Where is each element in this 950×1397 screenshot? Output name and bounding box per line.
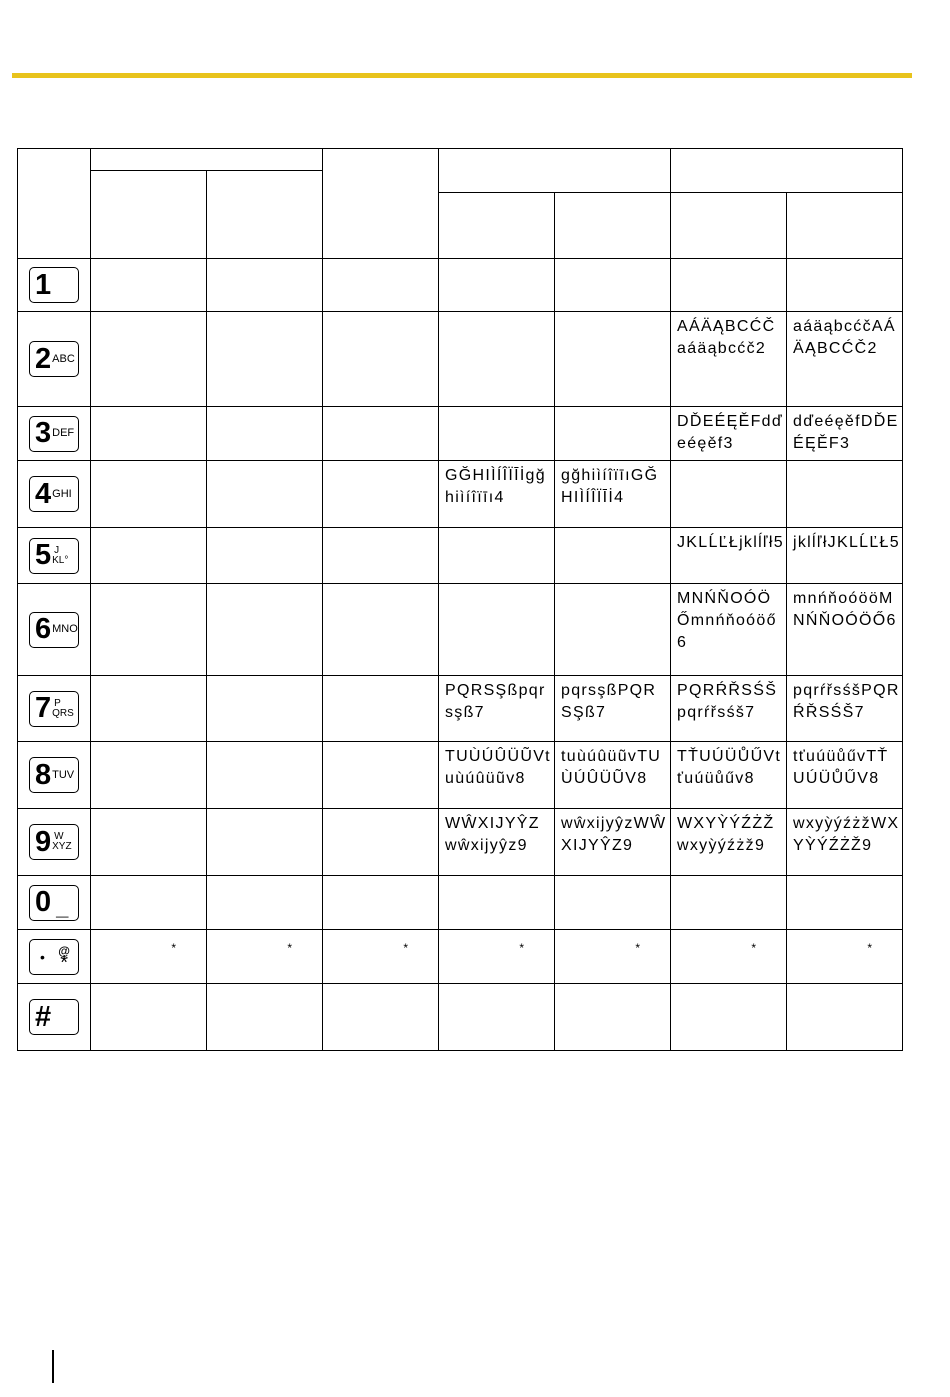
cell-text: [323, 676, 438, 680]
table-cell: [671, 984, 787, 1051]
cell-text: [207, 461, 322, 465]
key-letters: TUV: [52, 768, 75, 781]
table-cell: [207, 876, 323, 930]
table-cell: [439, 984, 555, 1051]
table-cell: [207, 407, 323, 461]
header-column-7: [787, 193, 903, 259]
key-letters: ABC: [52, 352, 75, 365]
table-row: [18, 584, 903, 676]
table-cell: [555, 742, 671, 809]
cell-text: DĎEÉĘĚFdďeéęěf3: [677, 413, 784, 452]
cell-text: aáäąbcćčAÁÄĄBCĆČ2: [793, 318, 896, 357]
table-cell: [787, 930, 903, 984]
key-digit: #: [35, 1000, 52, 1033]
cell-text: [555, 584, 670, 588]
cell-text: *: [635, 941, 640, 955]
cell-text: [439, 259, 554, 263]
table-cell: [671, 259, 787, 312]
cell-text: [439, 407, 554, 411]
table-cell: [555, 584, 671, 676]
key-dot: •: [40, 948, 45, 965]
table-cell: [323, 984, 439, 1051]
table-cell: [91, 312, 207, 407]
cell-text: AÁÄĄBCĆČaáäąbcćč2: [677, 318, 776, 357]
table-cell: [671, 809, 787, 876]
cell-text: [323, 876, 438, 880]
table-cell: [787, 984, 903, 1051]
cell-text: [323, 584, 438, 588]
table-cell: [207, 742, 323, 809]
keypad-key-icon: [29, 939, 79, 975]
key-digit: 0: [35, 886, 52, 918]
table-cell: [91, 528, 207, 584]
cell-text: [91, 407, 206, 411]
cell-text: WŴXIJYŶZwŵxijyŷz9: [445, 815, 540, 854]
key-digit: 5: [35, 539, 52, 571]
key-digit: 1: [35, 268, 52, 301]
cell-text: [323, 742, 438, 746]
table-cell: [787, 876, 903, 930]
table-cell: [555, 984, 671, 1051]
table-cell: [207, 528, 323, 584]
table-cell: [91, 984, 207, 1051]
cell-text: [91, 876, 206, 880]
keypad-key-icon: [29, 538, 79, 574]
cell-text: [91, 584, 206, 588]
cell-text: [323, 528, 438, 532]
keypad-key-icon: [29, 341, 79, 377]
table-cell: [207, 461, 323, 528]
table-cell: [323, 584, 439, 676]
cell-text: [439, 876, 554, 880]
table-row: [18, 676, 903, 742]
cell-text: *: [287, 941, 292, 955]
key-cell: [18, 461, 91, 528]
cell-text: tuùúûüũvTUÙÚÛÜŨV8: [561, 748, 662, 787]
key-digit: 7: [35, 692, 52, 724]
cell-text: *: [867, 941, 872, 955]
keypad-key-icon: [29, 824, 79, 860]
cell-text: [207, 312, 322, 316]
header-column-4: [439, 193, 555, 259]
table-cell: [555, 312, 671, 407]
cell-text: [323, 984, 438, 988]
table-row: [18, 259, 903, 312]
table-cell: [439, 742, 555, 809]
table-cell: [787, 584, 903, 676]
header-key-column: [18, 149, 91, 259]
table-cell: [323, 809, 439, 876]
header-column-5: [555, 193, 671, 259]
cell-text: [555, 259, 670, 263]
table-cell: [323, 461, 439, 528]
table-cell: [671, 528, 787, 584]
cell-text: *: [751, 941, 756, 955]
key-cell: [18, 312, 91, 407]
table-cell: [323, 259, 439, 312]
key-cell: [18, 809, 91, 876]
table-cell: [439, 461, 555, 528]
cell-text: TUÙÚÛÜŨVtuùúûüũv8: [445, 748, 551, 787]
cell-text: [439, 984, 554, 988]
key-digit: 3: [35, 417, 52, 449]
cell-text: [207, 407, 322, 411]
key-digit: 8: [35, 758, 52, 791]
header-group-2: [439, 149, 671, 193]
table-cell: [207, 930, 323, 984]
key-letters: MNO: [52, 623, 78, 635]
header-group-1: [91, 149, 323, 171]
table-cell: [439, 259, 555, 312]
table-cell: [207, 984, 323, 1051]
key-at: @: [58, 943, 70, 958]
key-digit: 6: [35, 613, 52, 645]
table-row: [18, 528, 903, 584]
cell-text: [91, 312, 206, 316]
cell-text: WXYỲÝŹŻŽwxyỳýźżž9: [677, 815, 775, 854]
table-cell: [555, 876, 671, 930]
header-group-3: [671, 149, 903, 193]
cell-text: PQRSŞßpqrsşß7: [445, 682, 546, 721]
cell-text: [671, 876, 786, 880]
cell-text: [207, 809, 322, 813]
key-cell: [18, 584, 91, 676]
key-letters-bottom: KL°: [52, 554, 69, 566]
cell-text: [323, 461, 438, 465]
table-cell: [91, 930, 207, 984]
table-cell: [671, 584, 787, 676]
table-cell: [323, 312, 439, 407]
key-cell: [18, 742, 91, 809]
key-letters: DEF: [52, 427, 75, 439]
cell-text: *: [171, 941, 176, 955]
cell-text: [787, 984, 902, 988]
cell-text: [323, 312, 438, 316]
cell-text: [671, 984, 786, 988]
table-row: [18, 809, 903, 876]
key-cell: [18, 259, 91, 312]
table-cell: [323, 676, 439, 742]
character-table: [17, 148, 903, 1051]
table-cell: [91, 461, 207, 528]
table-cell: [787, 407, 903, 461]
key-letters-bottom: QRS: [52, 707, 74, 719]
cell-text: [671, 259, 786, 263]
cell-text: [555, 312, 670, 316]
table-cell: [555, 930, 671, 984]
table-cell: [91, 676, 207, 742]
table-cell: [323, 876, 439, 930]
cell-text: [91, 461, 206, 465]
table-cell: [671, 676, 787, 742]
header-column-3: [323, 149, 439, 259]
cell-text: [439, 584, 554, 588]
cell-text: pqrsşßPQRSŞß7: [561, 682, 657, 721]
cell-text: jklĺľłJKLĹĽŁ5: [793, 534, 900, 551]
cell-text: [323, 407, 438, 411]
cell-text: PQRŔŘSŚŠpqrŕřsśš7: [677, 682, 778, 721]
table-cell: [439, 528, 555, 584]
cell-text: tťuúüůűvTŤUÚÜŮŰV8: [793, 748, 889, 787]
cell-text: [91, 809, 206, 813]
table-row: [18, 984, 903, 1051]
table-cell: [555, 676, 671, 742]
table-cell: [671, 407, 787, 461]
key-digit: 9: [35, 825, 52, 858]
table-row: [18, 876, 903, 930]
cell-text: TŤUÚÜŮŰVtťuúüůűv8: [677, 748, 782, 787]
key-digit: 2: [35, 342, 52, 375]
table-cell: [671, 312, 787, 407]
table-cell: [787, 461, 903, 528]
table-cell: [207, 259, 323, 312]
table-cell: [439, 312, 555, 407]
table-body: [18, 259, 903, 1051]
cell-text: [787, 259, 902, 263]
table-cell: [555, 528, 671, 584]
table-cell: [91, 584, 207, 676]
cell-text: [91, 984, 206, 988]
table-row: [18, 461, 903, 528]
cell-text: [555, 984, 670, 988]
table-cell: [787, 312, 903, 407]
key-letters-top: W: [54, 831, 64, 842]
cell-text: [207, 742, 322, 746]
cell-text: [671, 461, 786, 465]
table-cell: [787, 809, 903, 876]
key-cell: [18, 528, 91, 584]
table-cell: [555, 259, 671, 312]
cell-text: wŵxijyŷzWŴXIJYŶZ9: [561, 815, 667, 854]
table-cell: [787, 259, 903, 312]
cell-text: [207, 259, 322, 263]
table-cell: [439, 407, 555, 461]
table-cell: [555, 809, 671, 876]
table-cell: [671, 461, 787, 528]
table-cell: [207, 676, 323, 742]
keypad-key-icon: [29, 612, 79, 648]
table-header: [18, 149, 903, 259]
key-cell: [18, 876, 91, 930]
table-row: [18, 312, 903, 407]
cell-text: [91, 259, 206, 263]
keypad-key-icon: [29, 885, 79, 921]
header-column-6: [671, 193, 787, 259]
cell-text: [207, 528, 322, 532]
table-cell: [787, 676, 903, 742]
table-cell: [787, 528, 903, 584]
table-cell: [555, 407, 671, 461]
cell-text: [555, 407, 670, 411]
key-letters-top: J: [54, 544, 60, 556]
cell-text: *: [519, 941, 524, 955]
keypad-key-icon: [29, 267, 79, 303]
table-cell: [671, 742, 787, 809]
table-row: [18, 742, 903, 809]
table-cell: [323, 930, 439, 984]
cell-text: [207, 584, 322, 588]
keypad-key-icon: [29, 416, 79, 452]
key-underscore: _: [56, 894, 69, 920]
key-cell: [18, 984, 91, 1051]
key-cell: [18, 930, 91, 984]
key-cell: [18, 676, 91, 742]
cell-text: [787, 461, 902, 465]
cell-text: *: [403, 941, 408, 955]
table-cell: [91, 407, 207, 461]
cell-text: [555, 528, 670, 532]
cell-text: [207, 984, 322, 988]
top-rule: [12, 73, 912, 78]
cell-text: [439, 528, 554, 532]
table-cell: [439, 676, 555, 742]
keypad-key-icon: [29, 757, 79, 793]
cell-text: [787, 876, 902, 880]
cell-text: [323, 809, 438, 813]
table-cell: [555, 461, 671, 528]
cell-text: [439, 312, 554, 316]
table-cell: [439, 584, 555, 676]
table-row: [18, 930, 903, 984]
table-cell: [207, 584, 323, 676]
page-margin-mark: [52, 1350, 54, 1383]
cell-text: [207, 676, 322, 680]
keypad-key-icon: [29, 691, 79, 727]
table-cell: [91, 876, 207, 930]
table-cell: [91, 742, 207, 809]
table-cell: [207, 809, 323, 876]
key-cell: [18, 407, 91, 461]
cell-text: pqrŕřsśšPQRŔŘSŚŠ7: [793, 682, 900, 721]
cell-text: GĞHIÌÍÎÏĪİgğhiìíîïīı4: [445, 467, 546, 506]
keypad-key-icon: [29, 476, 79, 512]
cell-text: [91, 676, 206, 680]
key-digit: 4: [35, 477, 52, 510]
cell-text: gğhiìíîïīıGĞHIÌÍÎÏĪİ4: [561, 467, 659, 506]
table-cell: [91, 259, 207, 312]
cell-text: MNŃŇOÓÖŐmnńňoóöő6: [677, 590, 777, 651]
cell-text: [207, 876, 322, 880]
table-cell: [439, 876, 555, 930]
key-star: *: [60, 951, 69, 974]
key-letters-bottom: XYZ: [52, 841, 72, 852]
table-cell: [787, 742, 903, 809]
cell-text: dďeéęěfDĎEÉĘĚF3: [793, 413, 899, 452]
table-cell: [671, 876, 787, 930]
header-column-2: [207, 171, 323, 259]
table-cell: [91, 809, 207, 876]
cell-text: mnńňoóööMNŃŇOÓÖŐ6: [793, 590, 897, 629]
cell-text: [555, 876, 670, 880]
key-letters: GHI: [52, 487, 72, 500]
cell-text: JKLĹĽŁjklĺľł5: [677, 534, 784, 551]
table-cell: [323, 407, 439, 461]
table-cell: [671, 930, 787, 984]
table-cell: [323, 528, 439, 584]
table-cell: [439, 930, 555, 984]
cell-text: [91, 528, 206, 532]
header-column-1: [91, 171, 207, 259]
table-cell: [439, 809, 555, 876]
key-letters-top: P: [54, 697, 61, 709]
cell-text: [323, 259, 438, 263]
table-cell: [207, 312, 323, 407]
cell-text: [91, 742, 206, 746]
table-cell: [323, 742, 439, 809]
table-row: [18, 407, 903, 461]
cell-text: wxyỳýźżžWXYỲÝŹŻŽ9: [793, 815, 900, 854]
keypad-key-icon: [29, 999, 79, 1035]
